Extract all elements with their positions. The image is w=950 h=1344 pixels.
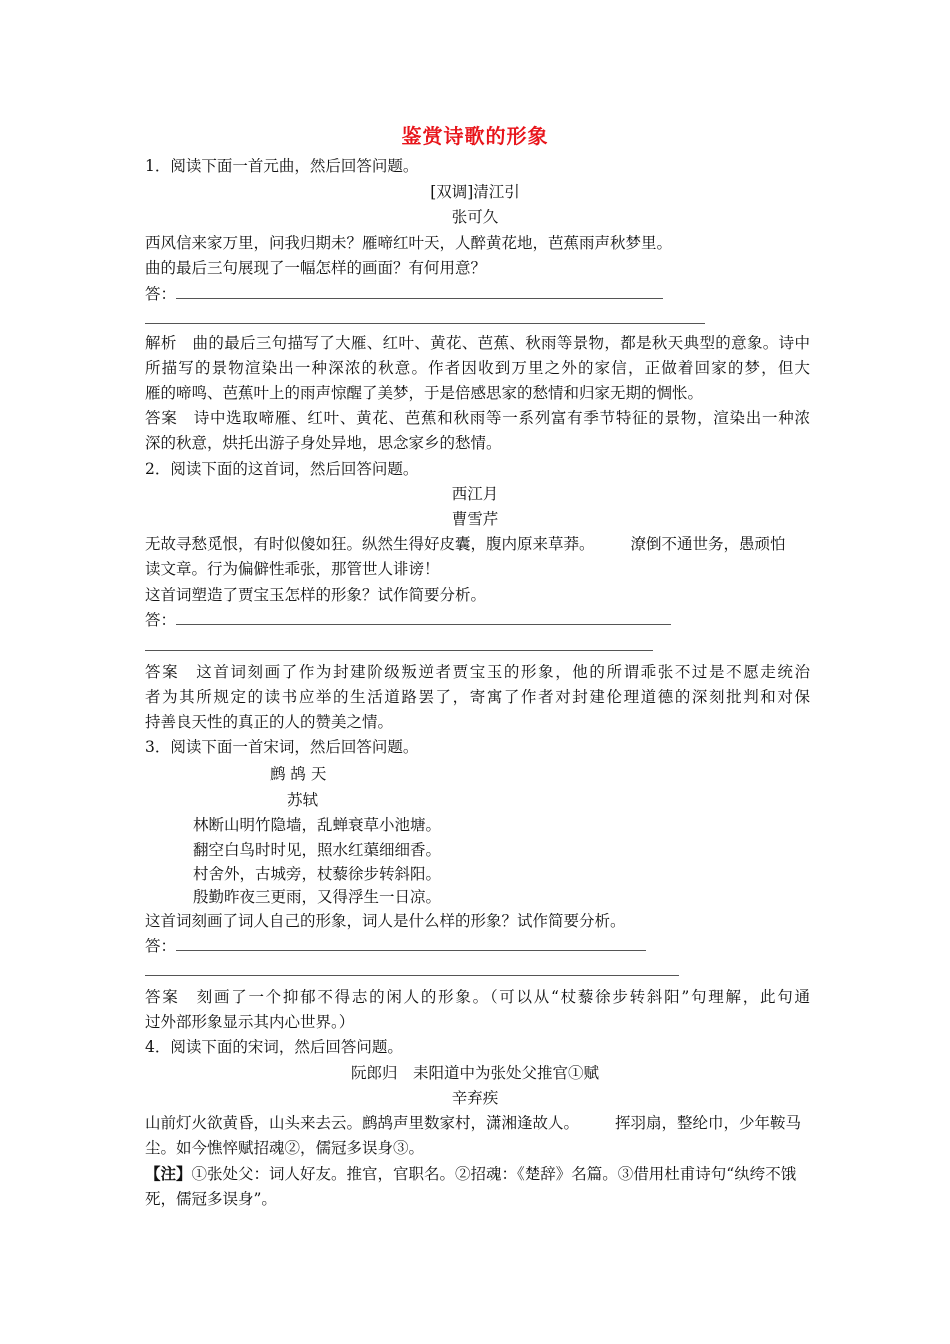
q4-poem-line: 尘。如今憔悴赋招魂②，儒冠多误身③。 <box>145 1139 425 1157</box>
q4-note-text: ①张处父：词人好友。推官，官职名。②招魂：《楚辞》名篇。③借用杜甫诗句“纨绔不饿 <box>191 1165 797 1183</box>
q1-answer-label: 答： <box>145 285 177 303</box>
q2-poem-line <box>145 532 810 556</box>
q4-poem-line-part: 山前灯火欲黄昏，山头来去云。鹧鸪声里数家村，潇湘逢故人。 <box>145 1114 580 1132</box>
q1-analysis-line: 所描写的景物渲染出一种深浓的秋意。作者因收到万里之外的家信，正做着回家的梦，但大 <box>145 359 810 377</box>
q4-note-line: 死，儒冠多误身”。 <box>145 1190 277 1208</box>
q2-prompt: 2．阅读下面的这首词，然后回答问题。 <box>145 460 419 478</box>
q3-answer-label: 答： <box>145 937 177 955</box>
q1-answer-text-line: 答案 诗中选取啼雁、红叶、黄花、芭蕉和秋雨等一系列富有季节特征的景物，渲染出一种浓 <box>145 409 810 427</box>
q1-poem-title: [双调]清江引 <box>430 183 520 201</box>
q1-answer-row <box>145 282 810 306</box>
q2-answer-line-2[interactable] <box>145 650 653 651</box>
q3-question: 这首词刻画了词人自己的形象，词人是什么样的形象？试作简要分析。 <box>145 912 626 930</box>
q2-answer-text-line: 答案 这首词刻画了作为封建阶级叛逆者贾宝玉的形象，他的所谓乖张不过是不愿走统治 <box>145 663 810 681</box>
q4-note-line <box>145 1162 810 1186</box>
q3-answer-row <box>145 934 810 958</box>
q2-poem-line: 读文章。行为偏僻性乖张，那管世人诽谤！ <box>145 560 440 578</box>
q3-answer-line-2[interactable] <box>145 975 679 976</box>
q3-poem-line: 翻空白鸟时时见，照水红蕖细细香。 <box>193 841 442 859</box>
q2-question: 这首词塑造了贾宝玉怎样的形象？试作简要分析。 <box>145 586 487 604</box>
q3-answer-text-line: 过外部形象显示其内心世界。） <box>145 1013 355 1031</box>
q4-prompt: 4．阅读下面的宋词，然后回答问题。 <box>145 1038 403 1056</box>
q4-note-label: 【注】 <box>145 1164 192 1183</box>
q1-question: 曲的最后三句展现了一幅怎样的画面？有何用意？ <box>145 259 487 277</box>
q3-poem-line: 村舍外，古城旁，杖藜徐步转斜阳。 <box>193 865 442 883</box>
q1-answer-text-line: 深的秋意，烘托出游子身处异地，思念家乡的愁情。 <box>145 434 502 452</box>
q1-prompt: 1．阅读下面一首元曲，然后回答问题。 <box>145 157 419 175</box>
q2-answer-text-line: 持善良天性的真正的人的赞美之情。 <box>145 713 394 731</box>
q3-poem-line: 林断山明竹隐墙，乱蝉衰草小池塘。 <box>193 816 442 834</box>
q3-answer-blank[interactable] <box>176 936 646 951</box>
q1-analysis-line: 解析 曲的最后三句描写了大雁、红叶、黄花、芭蕉、秋雨等景物，都是秋天典型的意象。诗中 <box>145 334 810 352</box>
q1-analysis-line: 雁的啼鸣、芭蕉叶上的雨声惊醒了美梦，于是倍感思家的愁情和归家无期的惆怅。 <box>145 384 704 402</box>
q2-poem-title: 西江月 <box>451 485 499 503</box>
q2-answer-blank[interactable] <box>176 610 671 625</box>
q3-poem-title: 鹧 鸪 天 <box>270 765 327 783</box>
q4-poem-line-part: 挥羽扇，整纶巾，少年鞍马 <box>615 1114 802 1132</box>
q4-poem-title: 阮郎归 耒阳道中为张处父推官①赋 <box>350 1064 599 1082</box>
q1-author: 张可久 <box>451 208 499 226</box>
q2-poem-line-part: 潦倒不通世务，愚顽怕 <box>630 535 786 553</box>
q2-answer-label: 答： <box>145 611 177 629</box>
q1-answer-blank[interactable] <box>176 284 663 299</box>
q3-prompt: 3．阅读下面一首宋词，然后回答问题。 <box>145 738 419 756</box>
q3-author: 苏轼 <box>287 791 319 809</box>
page-title: 鉴赏诗歌的形象 <box>401 124 549 148</box>
q2-answer-row <box>145 608 810 632</box>
q2-author: 曹雪芹 <box>451 510 499 528</box>
q1-answer-line-2[interactable] <box>145 323 705 324</box>
q1-poem: 西风信来家万里，问我归期未？雁啼红叶天，人醉黄花地，芭蕉雨声秋梦里。 <box>145 234 673 252</box>
q2-answer-text-line: 者为其所规定的读书应举的生活道路罢了，寄寓了作者对封建伦理道德的深刻批判和对保 <box>145 688 810 706</box>
q4-author: 辛弃疾 <box>451 1089 499 1107</box>
q3-poem-line: 殷勤昨夜三更雨，又得浮生一日凉。 <box>193 888 442 906</box>
q2-poem-line-part: 无故寻愁觅恨，有时似傻如狂。纵然生得好皮囊，腹内原来草莽。 <box>145 535 595 553</box>
q4-poem-line <box>145 1111 810 1135</box>
q3-answer-text-line: 答案 刻画了一个抑郁不得志的闲人的形象。（可以从“杖藜徐步转斜阳”句理解，此句通 <box>145 988 810 1006</box>
